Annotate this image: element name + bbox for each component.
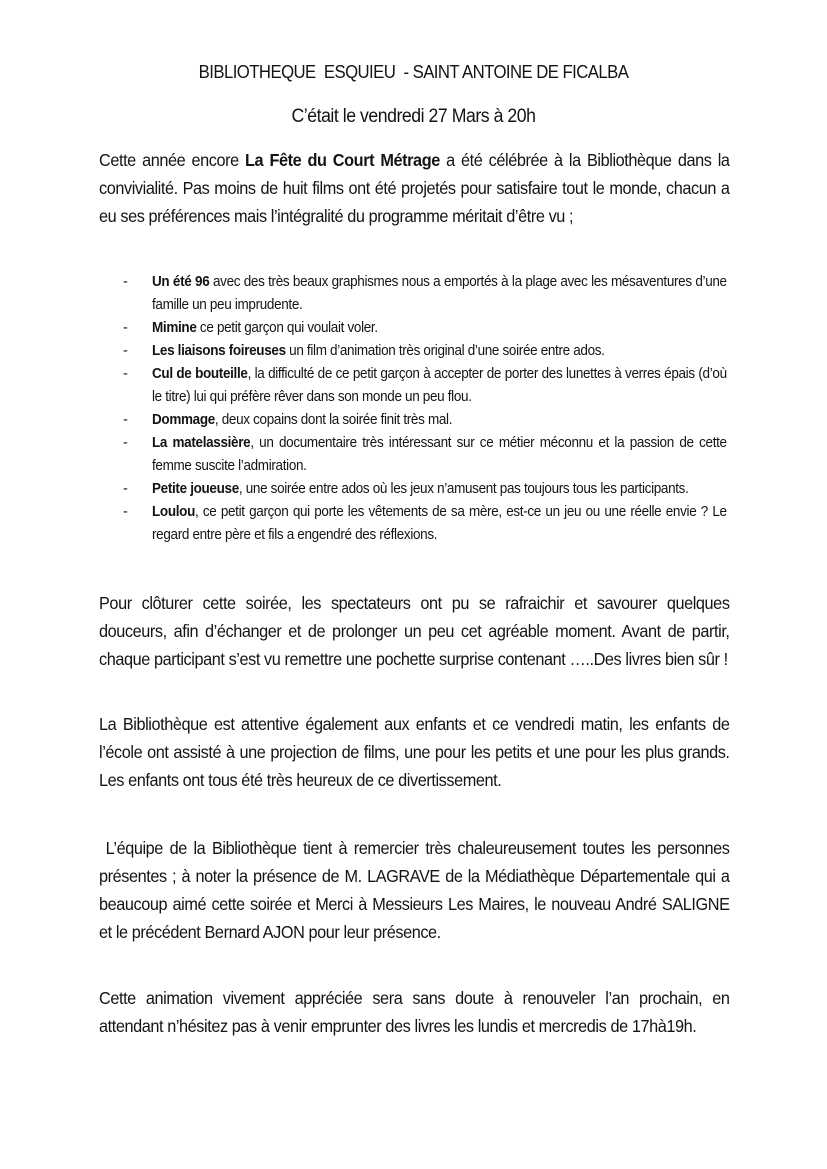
- film-description: avec des très beaux graphismes nous a emportés à la plage avec les mésaventures d’une famille un peu imprudente.: [152, 274, 727, 313]
- next-year-paragraph: Cette animation vivement appréciée sera sans doute à renouveler l’an prochain, en attendant n’hésitez pas à venir emprunter des livres les lundis et mercredis de 17hà19h.: [99, 988, 730, 1036]
- film-title: La matelassière: [152, 435, 251, 451]
- children-paragraph: La Bibliothèque est attentive également aux enfants et ce vendredi matin, les enfants de l’école ont assisté à une projection de films, une pour les petits et une pour les plus grands. Les enfants ont tous été très heureux de ce divertissement.: [99, 714, 730, 790]
- film-title: Dommage: [152, 412, 215, 428]
- film-title: Un été 96: [152, 274, 210, 290]
- bullet-dash: -: [123, 504, 128, 520]
- film-description: , la difficulté de ce petit garçon à accepter de porter des lunettes à verres épais (d’où le titre) lui qui préfère rêver dans son monde un peu flou.: [152, 366, 727, 405]
- film-list: [118, 271, 729, 547]
- film-description: un film d’animation très original d’une soirée entre ados.: [285, 343, 605, 359]
- bullet-dash: -: [123, 343, 128, 359]
- film-title: Cul de bouteille: [152, 366, 248, 382]
- page-title: BIBLIOTHEQUE ESQUIEU - SAINT ANTOINE DE FICALBA: [198, 62, 629, 82]
- list-item: [118, 432, 729, 478]
- bullet-dash: -: [123, 435, 128, 451]
- event-name: La Fête du Court Métrage: [245, 150, 440, 170]
- bullet-dash: -: [123, 366, 128, 382]
- bullet-dash: -: [123, 481, 128, 497]
- film-description: , un documentaire très intéressant sur ce métier méconnu et la passion de cette femme suscite l’admiration.: [152, 435, 727, 474]
- film-title: Loulou: [152, 504, 195, 520]
- intro-text-before: Cette année encore: [99, 150, 246, 170]
- list-item: [118, 317, 729, 340]
- list-item: [118, 501, 729, 547]
- film-description: , deux copains dont la soirée finit très mal.: [214, 412, 453, 428]
- list-item: [118, 271, 729, 317]
- list-item: [118, 409, 729, 432]
- closing-paragraph: Pour clôturer cette soirée, les spectateurs ont pu se rafraichir et savourer quelques douceurs, afin d’échanger et de prolonger un peu cet agréable moment. Avant de partir, chaque participant s’est vu remettre une pochette surprise contenant …..Des livres bien sûr !: [99, 593, 730, 669]
- intro-paragraph: [99, 146, 730, 230]
- film-description: ce petit garçon qui voulait voler.: [196, 320, 378, 336]
- film-description: , une soirée entre ados où les jeux n’amusent pas toujours tous les participants.: [238, 481, 689, 497]
- intro-text-after: a été célébrée à la Bibliothèque dans la convivialité. Pas moins de huit films ont été projetés pour satisfaire tout le monde, chacun a eu ses préférences mais l’intégralité du programme méritait d’être vu ;: [99, 150, 730, 226]
- bullet-dash: -: [123, 274, 128, 290]
- film-title: Les liaisons foireuses: [152, 343, 286, 359]
- bullet-dash: -: [123, 320, 128, 336]
- film-description: , ce petit garçon qui porte les vêtements de sa mère, est-ce un jeu ou une réelle envie ? Le regard entre père et fils a engendré des réflexions.: [152, 504, 727, 543]
- bullet-dash: -: [123, 412, 128, 428]
- thanks-paragraph: L’équipe de la Bibliothèque tient à remercier très chaleureusement toutes les personnes présentes ; à noter la présence de M. LAGRAVE de la Médiathèque Départementale qui a beaucoup aimé cette soirée et Merci à Messieurs Les Maires, le nouveau André SALIGNE et le précédent Bernard AJON pour leur présence.: [99, 838, 734, 942]
- list-item: [118, 340, 729, 363]
- film-title: Petite joueuse: [152, 481, 239, 497]
- list-item: [118, 363, 729, 409]
- list-item: [118, 478, 729, 501]
- film-title: Mimine: [152, 320, 197, 336]
- page-subtitle: C’était le vendredi 27 Mars à 20h: [291, 106, 536, 127]
